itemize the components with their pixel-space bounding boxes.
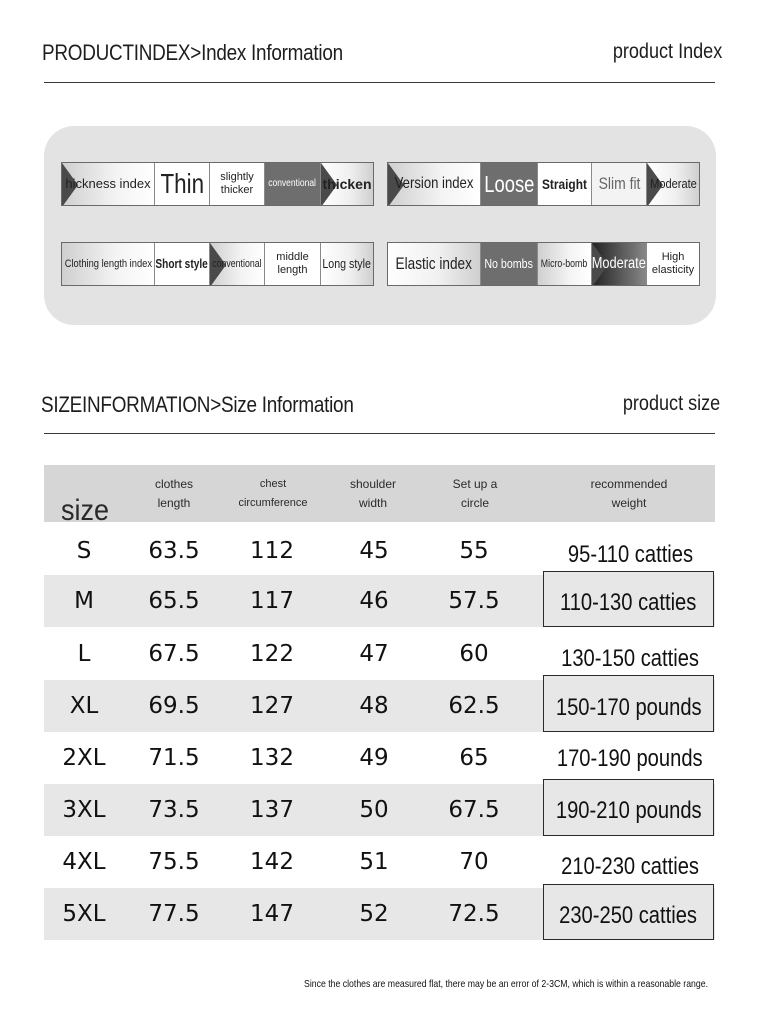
cell-length: 75.5 [148,849,200,875]
version-option-straight: Straight [538,163,592,205]
version-index-bar [387,162,700,206]
elastic-option-moderate: Moderate [592,243,647,285]
version-index-label: Version index [388,163,481,205]
cell-weight: 130-150 catties [561,645,699,672]
cell-chest: 117 [250,588,294,614]
cell-length: 69.5 [148,693,200,719]
cell-circle: 62.5 [448,693,500,719]
cell-shoulder: 52 [359,901,389,927]
version-option-slim-fit: Slim fit [592,163,647,205]
index-panel [44,126,716,325]
cell-circle: 67.5 [448,797,500,823]
cell-size: 5XL [62,901,106,927]
cell-circle: 60 [459,641,489,667]
cell-circle: 65 [459,745,489,771]
cell-size: M [74,588,94,614]
cell-shoulder: 48 [359,693,389,719]
cell-weight: 170-190 pounds [557,745,703,772]
cell-shoulder: 46 [359,588,389,614]
cell-shoulder: 47 [359,641,389,667]
thickness-option-conventional: conventional [265,163,321,205]
cell-length: 73.5 [148,797,200,823]
thickness-index-bar [61,162,374,206]
index-section-divider [44,82,715,83]
cell-size: XL [69,693,99,719]
header-size: size [60,494,110,527]
cell-shoulder: 50 [359,797,389,823]
version-option-loose: Loose [481,163,538,205]
cell-chest: 142 [250,849,294,875]
cell-chest: 127 [250,693,294,719]
cell-chest: 132 [250,745,294,771]
cell-size: S [76,538,92,564]
cell-weight: 210-230 catties [561,853,699,880]
cell-length: 71.5 [148,745,200,771]
size-table-header [44,465,715,527]
cell-shoulder: 45 [359,538,389,564]
cell-size: L [77,641,91,667]
header-chest-circumference: chest circumference [238,477,308,509]
cell-weight: 95-110 catties [567,541,693,568]
cell-length: 63.5 [148,538,200,564]
cell-length: 67.5 [148,641,200,667]
elastic-option-micro-bomb: Micro-bomb [538,243,592,285]
cell-shoulder: 51 [359,849,389,875]
size-section-divider [44,433,715,434]
elastic-index-label: Elastic index [388,243,481,285]
thickness-index-label: hickness index [62,163,155,205]
cell-size: 2XL [62,745,106,771]
length-index-bar [61,242,374,286]
length-option-short-style: Short style [155,243,210,285]
header-clothes-length: clothes length [154,476,194,510]
cell-circle: 55 [459,538,489,564]
elastic-option-high-elasticity: High elasticity [647,243,699,285]
cell-chest: 122 [250,641,294,667]
cell-length: 65.5 [148,588,200,614]
index-section-right-label: product Index [612,40,722,63]
cell-circle: 72.5 [448,901,500,927]
version-option-moderate: Moderate [647,163,699,205]
cell-size: 3XL [62,797,106,823]
cell-size: 4XL [62,849,106,875]
length-option-middle-length: middle length [265,243,321,285]
length-option-long-style: Long style [321,243,373,285]
cell-circle: 57.5 [448,588,500,614]
measurement-note: Since the clothes are measured flat, there may be an error of 2-3CM, which is within a reasonable range. [304,978,709,990]
header-recommended-weight: recommended weight [590,476,668,510]
size-section-right-label: product size [622,392,720,415]
cell-weight: 230-250 catties [543,884,714,940]
index-section-title: PRODUCTINDEX>Index Information [42,40,343,65]
cell-chest: 112 [250,538,294,564]
cell-chest: 137 [250,797,294,823]
thickness-option-slightly-thicker: slightly thicker [210,163,265,205]
elastic-index-bar [387,242,700,286]
cell-circle: 70 [459,849,489,875]
header-shoulder-width: shoulder width [349,476,397,510]
length-index-label: Clothing length index [62,243,155,285]
cell-weight: 150-170 pounds [543,675,714,732]
cell-length: 77.5 [148,901,200,927]
thickness-option-thin: Thin [155,163,210,205]
size-section-title: SIZEINFORMATION>Size Information [41,392,354,417]
cell-shoulder: 49 [359,745,389,771]
elastic-option-no-bombs: No bombs [481,243,538,285]
length-option-conventional: conventional [210,243,265,285]
thickness-option-thicken: thicken [321,163,373,205]
header-set-up-a-circle: Set up a circle [452,476,498,510]
cell-weight: 190-210 pounds [543,779,714,836]
cell-chest: 147 [250,901,294,927]
cell-weight: 110-130 catties [543,571,714,627]
